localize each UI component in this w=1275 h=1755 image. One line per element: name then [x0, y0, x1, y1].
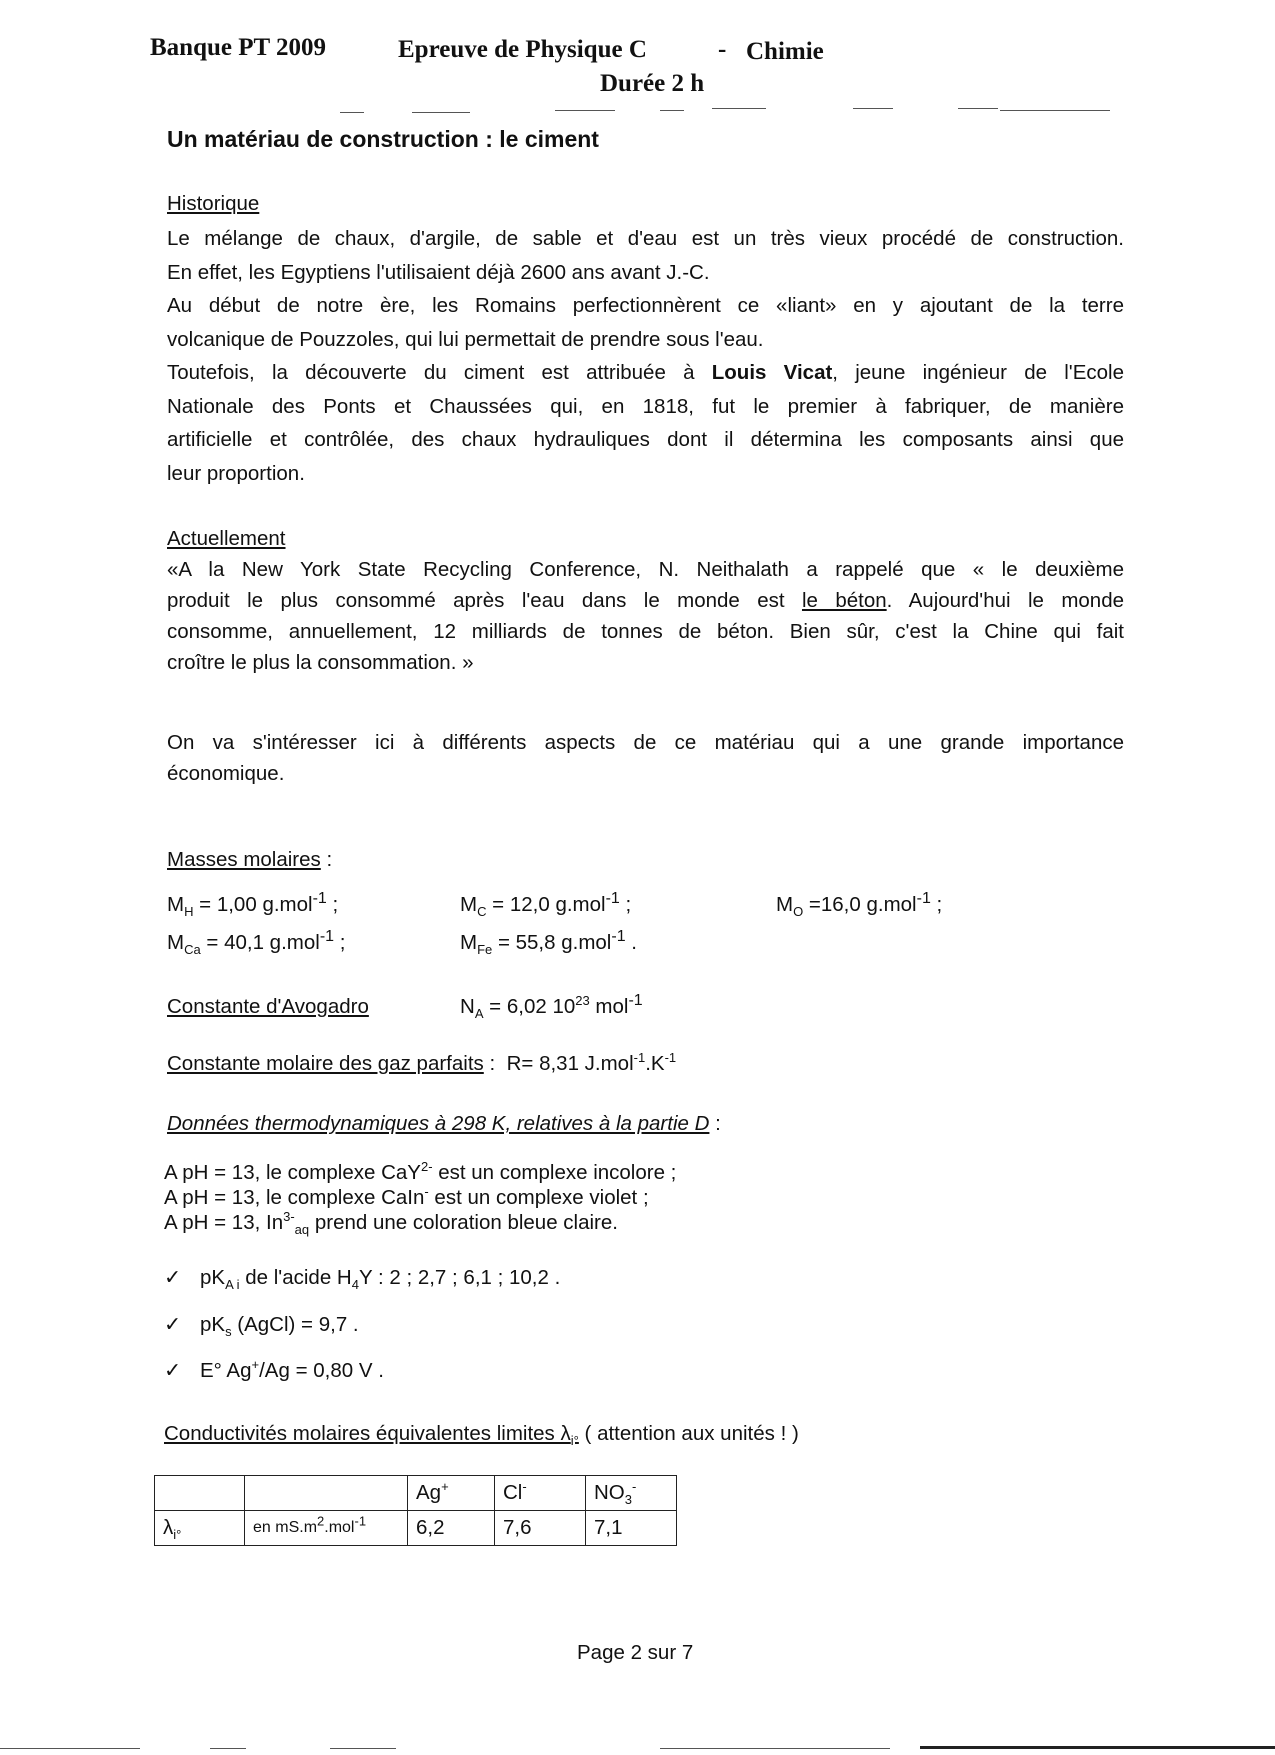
- avogadro-value: [460, 992, 643, 1022]
- molar-mass-sub: O: [793, 904, 804, 920]
- thermo-heading-colon: :: [709, 1112, 721, 1135]
- thermo-bullet: [164, 1312, 359, 1340]
- molar-mass-unit: g.mol: [555, 893, 606, 916]
- conductivites-heading-text: [164, 1422, 579, 1449]
- thermo-sub: aq: [294, 1222, 310, 1238]
- historique-text: , jeune ingénieur de l'Ecole: [832, 361, 1124, 384]
- actuellement-line: croître le plus la consommation. »: [167, 651, 474, 674]
- gaz-label: Constante molaire des gaz parfaits: [167, 1052, 484, 1075]
- table-header-cell: [586, 1476, 677, 1511]
- thermo-text: A pH = 13, le complexe CaY: [164, 1161, 421, 1184]
- molar-mass-sub: C: [477, 904, 487, 920]
- historique-line: Nationale des Ponts et Chaussées qui, en 1818, fut le premier à fabriquer, de manière: [167, 394, 1124, 418]
- thermo-bullet-text: /Ag = 0,80 V .: [259, 1359, 384, 1382]
- conductivites-heading-label: Conductivités molaires équivalentes limites λ: [164, 1422, 571, 1445]
- thermo-line: [164, 1209, 676, 1238]
- thermo-sup: 2-: [420, 1159, 433, 1175]
- actuellement-text: . Aujourd'hui le monde: [886, 589, 1125, 612]
- unit-sup: -1: [354, 1513, 367, 1529]
- thermo-text: prend une coloration bleue claire.: [309, 1211, 618, 1234]
- molar-mass-end: ;: [334, 931, 346, 954]
- molar-mass-h: [167, 890, 339, 920]
- actuellement-text: produit le plus consommé après l'eau dans le monde est: [167, 589, 785, 612]
- thermo-heading: [167, 1112, 721, 1136]
- thermo-bullet-text: pK: [200, 1266, 226, 1289]
- table-cell: 7,6: [495, 1511, 586, 1546]
- molar-mass-end: ;: [326, 893, 339, 916]
- header-rule: [340, 112, 364, 113]
- thermo-sup: -: [424, 1184, 429, 1200]
- molar-mass-symbol: M: [776, 893, 794, 916]
- molar-mass-value: = 1,00: [199, 893, 257, 916]
- molar-mass-value: = 55,8: [492, 931, 556, 954]
- historique-line: artificielle et contrôlée, des chaux hydrauliques dont il détermina les composants ainsi que: [167, 428, 1124, 451]
- molar-mass-symbol: M: [460, 931, 478, 954]
- table-header-cell: [495, 1476, 586, 1511]
- historique-line: [167, 356, 1124, 390]
- gaz-value: R= 8,31 J.mol: [506, 1052, 634, 1075]
- ion-no3: NO: [594, 1481, 625, 1504]
- molar-mass-c: [460, 890, 632, 920]
- table-cell: 6,2: [408, 1511, 495, 1546]
- avogadro-symbol: N: [460, 995, 475, 1018]
- avogadro-unit-exp: -1: [628, 992, 643, 1010]
- page-title: Un matériau de construction : le ciment: [167, 126, 599, 152]
- actuellement-line: [167, 585, 1124, 616]
- thermo-bullet-text: pK: [200, 1313, 226, 1336]
- molar-mass-fe: [460, 928, 637, 958]
- gaz-unit: .K: [645, 1052, 665, 1075]
- actuellement-line: «A la New York State Recycling Conference, N. Neithalath a rappelé que « le deuxième: [167, 558, 1124, 581]
- molar-mass-value: = 40,1: [200, 931, 264, 954]
- check-icon: ✓: [164, 1266, 182, 1289]
- ion-charge: +: [441, 1479, 449, 1495]
- historique-name-vicat: Louis Vicat: [711, 361, 833, 384]
- thermo-line: [164, 1185, 676, 1210]
- header-dash: -: [718, 36, 727, 63]
- molar-mass-unit: g.mol: [561, 931, 612, 954]
- table-header-row: [155, 1476, 677, 1511]
- thermo-text: A pH = 13, In: [164, 1211, 284, 1234]
- conductivites-heading: [164, 1422, 799, 1449]
- thermo-bullet-text: Y : 2 ; 2,7 ; 6,1 ; 10,2 .: [358, 1266, 561, 1289]
- molar-mass-exp: -1: [916, 890, 931, 908]
- thermo-heading-text: Données thermodynamiques à 298 K, relatives à la partie D: [167, 1112, 710, 1135]
- gaz-constant: [167, 1052, 676, 1076]
- table-row-label: [155, 1511, 245, 1546]
- thermo-bullet-sub: A i: [225, 1277, 240, 1293]
- historique-line: Au début de notre ère, les Romains perfectionnèrent ce «liant» en y ajoutant de la terre: [167, 294, 1124, 317]
- thermo-text: A pH = 13, le complexe CaIn: [164, 1186, 425, 1209]
- section-heading-actuellement: Actuellement: [167, 527, 286, 550]
- footer-rule: [210, 1748, 246, 1749]
- page-number: Page 2 sur 7: [577, 1641, 694, 1664]
- thermo-bullet-text: (AgCl) = 9,7 .: [231, 1313, 359, 1336]
- avogadro-unit: mol: [589, 995, 629, 1018]
- historique-line: En effet, les Egyptiens l'utilisaient déjà 2600 ans avant J.-C.: [167, 260, 710, 284]
- footer-rule: [920, 1746, 1275, 1749]
- header-rule: [958, 108, 998, 109]
- check-icon: ✓: [164, 1313, 182, 1336]
- historique-line: Le mélange de chaux, d'argile, de sable et d'eau est un très vieux procédé de construction.: [167, 227, 1124, 250]
- table-row: [155, 1511, 677, 1546]
- header-duration: Durée 2 h: [600, 70, 705, 97]
- actuellement-line: consomme, annuellement, 12 milliards de tonnes de béton. Bien sûr, c'est la Chine qui fait: [167, 620, 1124, 643]
- molar-mass-ca: [167, 928, 346, 958]
- conductivity-table: [154, 1475, 677, 1546]
- avogadro-sub: A: [474, 1006, 484, 1022]
- historique-paragraph: [167, 222, 1124, 490]
- header-subject: Chimie: [746, 38, 824, 65]
- table-header-cell: [155, 1476, 245, 1511]
- thermo-bullet-text: de l'acide H: [239, 1266, 352, 1289]
- header-rule: [555, 110, 615, 111]
- thermo-bullet: [164, 1265, 561, 1293]
- conductivites-note: ( attention aux unités ! ): [578, 1422, 799, 1445]
- thermo-bullet-sub: 4: [351, 1277, 359, 1293]
- thermo-bullet-text: E° Ag: [200, 1359, 252, 1382]
- thermo-text: est un complexe violet ;: [428, 1186, 649, 1209]
- thermo-lines: [164, 1159, 677, 1238]
- molar-mass-symbol: M: [167, 893, 185, 916]
- ion-cl: Cl: [503, 1481, 523, 1504]
- ion-sub: 3: [624, 1492, 632, 1508]
- ion-ag: Ag: [416, 1481, 442, 1504]
- thermo-text: est un complexe incolore ;: [432, 1161, 677, 1184]
- table-cell: 7,1: [586, 1511, 677, 1546]
- molar-mass-value: =16,0: [803, 893, 861, 916]
- unit-text: .mol: [324, 1519, 355, 1536]
- check-icon: ✓: [164, 1359, 182, 1382]
- avogadro-label: Constante d'Avogadro: [167, 995, 369, 1018]
- actuellement-beton: le béton: [801, 589, 887, 612]
- molar-mass-sub: H: [184, 904, 194, 920]
- molar-mass-end: ;: [930, 893, 943, 916]
- molar-mass-exp: -1: [319, 928, 335, 946]
- unit-sup: 2: [317, 1513, 325, 1529]
- lambda-sub: i°: [173, 1527, 182, 1543]
- header-rule: [712, 108, 766, 109]
- conductivites-heading-sub: i°: [570, 1433, 579, 1449]
- gaz-exp: -1: [664, 1050, 677, 1066]
- molar-mass-symbol: M: [167, 931, 185, 954]
- molar-mass-unit: g.mol: [262, 893, 313, 916]
- footer-rule: [0, 1748, 140, 1749]
- molar-mass-end: .: [625, 931, 637, 954]
- thermo-sup: 3-: [283, 1209, 295, 1225]
- header-rule: [660, 110, 684, 111]
- historique-line: leur proportion.: [167, 461, 305, 485]
- intro-line: On va s'intéresser ici à différents aspects de ce matériau qui a une grande importance: [167, 731, 1124, 754]
- ion-charge: -: [522, 1479, 527, 1495]
- header-bank: Banque PT 2009: [150, 34, 326, 61]
- molar-mass-unit: g.mol: [866, 893, 917, 916]
- molar-mass-exp: -1: [312, 890, 327, 908]
- molar-mass-symbol: M: [460, 893, 478, 916]
- thermo-bullet-sub: s: [225, 1324, 232, 1340]
- masses-heading-colon: :: [320, 848, 333, 871]
- molar-mass-sub: Fe: [477, 942, 493, 958]
- header-rule: [853, 108, 893, 109]
- molar-mass-exp: -1: [611, 928, 626, 946]
- molar-mass-value: = 12,0: [486, 893, 550, 916]
- historique-text: Toutefois, la découverte du ciment est attribuée à: [167, 361, 695, 384]
- header-rule: [1000, 110, 1110, 111]
- gaz-colon: :: [483, 1052, 496, 1075]
- molar-mass-sub: Ca: [184, 942, 201, 958]
- molar-mass-o: [776, 890, 943, 920]
- thermo-bullet: [164, 1358, 384, 1383]
- table-header-cell: [408, 1476, 495, 1511]
- historique-line: volcanique de Pouzzoles, qui lui permettait de prendre sous l'eau.: [167, 327, 764, 351]
- thermo-line: [164, 1160, 676, 1185]
- lambda-symbol: λ: [163, 1516, 174, 1539]
- molar-mass-unit: g.mol: [269, 931, 320, 954]
- avogadro-number: = 6,02 10: [483, 995, 576, 1018]
- footer-rule: [330, 1748, 396, 1749]
- footer-rule: [660, 1748, 890, 1749]
- intro-paragraph: [167, 727, 1124, 789]
- header-rule: [412, 112, 470, 113]
- unit-text: en mS.m: [253, 1519, 318, 1536]
- molar-mass-exp: -1: [605, 890, 620, 908]
- thermo-bullet-sup: +: [251, 1357, 260, 1373]
- masses-heading-text: Masses molaires: [167, 848, 321, 871]
- table-unit-cell: [245, 1511, 408, 1546]
- table-header-cell: [245, 1476, 408, 1511]
- gaz-exp: -1: [633, 1050, 646, 1066]
- avogadro-exp: 23: [575, 993, 590, 1009]
- molar-mass-end: ;: [619, 893, 632, 916]
- header-exam: Epreuve de Physique C: [398, 36, 647, 63]
- section-heading-historique: Historique: [167, 192, 260, 215]
- intro-line: économique.: [167, 762, 285, 785]
- masses-heading: [167, 848, 332, 872]
- actuellement-paragraph: [167, 554, 1124, 678]
- ion-charge: -: [631, 1479, 637, 1495]
